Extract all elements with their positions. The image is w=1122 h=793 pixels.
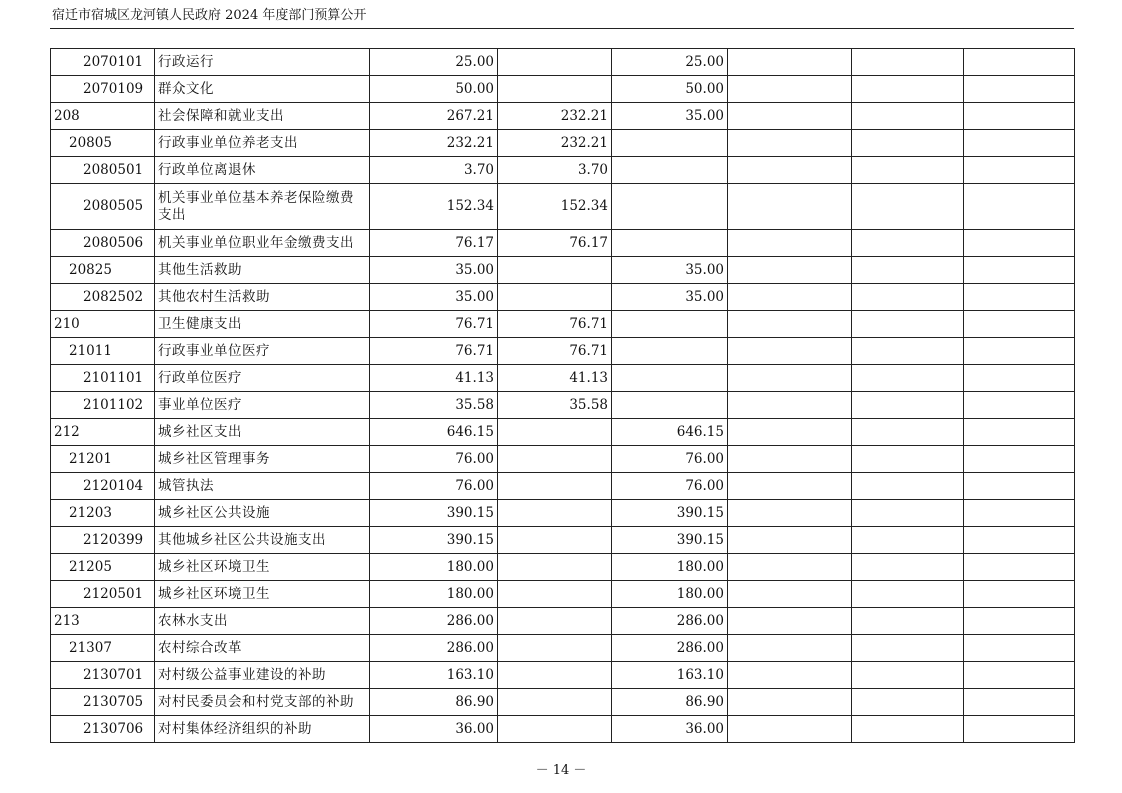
extra-column-5-cell (852, 473, 964, 500)
basic-expenditure-cell (498, 76, 612, 103)
subject-name-cell: 行政运行 (155, 49, 370, 76)
project-expenditure-cell: 390.15 (612, 527, 728, 554)
function-code-cell: 2080505 (51, 184, 155, 230)
function-code-cell: 2070109 (51, 76, 155, 103)
subject-name-cell: 其他生活救助 (155, 257, 370, 284)
table-row (51, 581, 1075, 608)
basic-expenditure-cell: 152.34 (498, 184, 612, 230)
extra-column-4-cell (728, 689, 852, 716)
total-amount-cell: 286.00 (370, 635, 498, 662)
extra-column-4-cell (728, 716, 852, 743)
subject-name-cell: 城管执法 (155, 473, 370, 500)
extra-column-6-cell (964, 554, 1075, 581)
extra-column-6-cell (964, 392, 1075, 419)
page-header-title: 宿迁市宿城区龙河镇人民政府 2024 年度部门预算公开 (52, 8, 367, 23)
total-amount-cell: 76.17 (370, 230, 498, 257)
project-expenditure-cell: 180.00 (612, 581, 728, 608)
subject-name-cell: 对村集体经济组织的补助 (155, 716, 370, 743)
extra-column-6-cell (964, 716, 1075, 743)
project-expenditure-cell (612, 311, 728, 338)
project-expenditure-cell: 286.00 (612, 608, 728, 635)
budget-table (50, 48, 1075, 743)
table-row (51, 554, 1075, 581)
table-row (51, 419, 1075, 446)
extra-column-5-cell (852, 554, 964, 581)
extra-column-4-cell (728, 157, 852, 184)
extra-column-6-cell (964, 311, 1075, 338)
total-amount-cell: 41.13 (370, 365, 498, 392)
extra-column-6-cell (964, 419, 1075, 446)
total-amount-cell: 152.34 (370, 184, 498, 230)
extra-column-6-cell (964, 662, 1075, 689)
basic-expenditure-cell (498, 284, 612, 311)
function-code-cell: 20805 (51, 130, 155, 157)
project-expenditure-cell: 36.00 (612, 716, 728, 743)
total-amount-cell: 390.15 (370, 500, 498, 527)
total-amount-cell: 50.00 (370, 76, 498, 103)
function-code-cell: 2120501 (51, 581, 155, 608)
subject-name-cell: 城乡社区支出 (155, 419, 370, 446)
project-expenditure-cell: 35.00 (612, 284, 728, 311)
function-code-cell: 2120104 (51, 473, 155, 500)
extra-column-5-cell (852, 419, 964, 446)
project-expenditure-cell (612, 184, 728, 230)
extra-column-5-cell (852, 184, 964, 230)
extra-column-6-cell (964, 581, 1075, 608)
extra-column-5-cell (852, 635, 964, 662)
extra-column-5-cell (852, 608, 964, 635)
function-code-cell: 2130701 (51, 662, 155, 689)
function-code-cell: 210 (51, 311, 155, 338)
extra-column-4-cell (728, 311, 852, 338)
subject-name-cell: 机关事业单位基本养老保险缴费支出 (155, 184, 370, 230)
table-row (51, 311, 1075, 338)
function-code-cell: 2080506 (51, 230, 155, 257)
project-expenditure-cell (612, 392, 728, 419)
subject-name-cell: 对村民委员会和村党支部的补助 (155, 689, 370, 716)
function-code-cell: 2082502 (51, 284, 155, 311)
total-amount-cell: 3.70 (370, 157, 498, 184)
basic-expenditure-cell (498, 527, 612, 554)
project-expenditure-cell: 390.15 (612, 500, 728, 527)
extra-column-5-cell (852, 581, 964, 608)
extra-column-4-cell (728, 608, 852, 635)
extra-column-6-cell (964, 635, 1075, 662)
extra-column-6-cell (964, 500, 1075, 527)
extra-column-5-cell (852, 130, 964, 157)
table-row (51, 689, 1075, 716)
subject-name-cell: 机关事业单位职业年金缴费支出 (155, 230, 370, 257)
basic-expenditure-cell: 3.70 (498, 157, 612, 184)
subject-name-cell: 农村综合改革 (155, 635, 370, 662)
extra-column-4-cell (728, 76, 852, 103)
extra-column-5-cell (852, 689, 964, 716)
subject-name-cell: 其他城乡社区公共设施支出 (155, 527, 370, 554)
budget-table-body (51, 49, 1075, 743)
total-amount-cell: 286.00 (370, 608, 498, 635)
basic-expenditure-cell (498, 662, 612, 689)
extra-column-6-cell (964, 284, 1075, 311)
extra-column-5-cell (852, 284, 964, 311)
basic-expenditure-cell (498, 257, 612, 284)
extra-column-6-cell (964, 49, 1075, 76)
project-expenditure-cell: 25.00 (612, 49, 728, 76)
total-amount-cell: 25.00 (370, 49, 498, 76)
project-expenditure-cell (612, 338, 728, 365)
subject-name-cell: 其他农村生活救助 (155, 284, 370, 311)
total-amount-cell: 76.00 (370, 473, 498, 500)
extra-column-6-cell (964, 473, 1075, 500)
header-divider (50, 28, 1074, 29)
table-row (51, 157, 1075, 184)
function-code-cell: 2120399 (51, 527, 155, 554)
extra-column-4-cell (728, 527, 852, 554)
subject-name-cell: 城乡社区公共设施 (155, 500, 370, 527)
subject-name-cell: 农林水支出 (155, 608, 370, 635)
table-row (51, 257, 1075, 284)
extra-column-4-cell (728, 581, 852, 608)
basic-expenditure-cell (498, 446, 612, 473)
total-amount-cell: 76.71 (370, 338, 498, 365)
project-expenditure-cell: 35.00 (612, 103, 728, 130)
extra-column-5-cell (852, 103, 964, 130)
project-expenditure-cell (612, 230, 728, 257)
project-expenditure-cell (612, 130, 728, 157)
project-expenditure-cell: 163.10 (612, 662, 728, 689)
subject-name-cell: 社会保障和就业支出 (155, 103, 370, 130)
extra-column-5-cell (852, 716, 964, 743)
total-amount-cell: 76.00 (370, 446, 498, 473)
basic-expenditure-cell: 76.71 (498, 311, 612, 338)
basic-expenditure-cell (498, 635, 612, 662)
subject-name-cell: 卫生健康支出 (155, 311, 370, 338)
extra-column-4-cell (728, 662, 852, 689)
extra-column-5-cell (852, 157, 964, 184)
subject-name-cell: 群众文化 (155, 76, 370, 103)
function-code-cell: 21205 (51, 554, 155, 581)
table-row (51, 716, 1075, 743)
extra-column-4-cell (728, 49, 852, 76)
extra-column-6-cell (964, 689, 1075, 716)
extra-column-5-cell (852, 49, 964, 76)
total-amount-cell: 163.10 (370, 662, 498, 689)
total-amount-cell: 36.00 (370, 716, 498, 743)
extra-column-4-cell (728, 257, 852, 284)
project-expenditure-cell: 86.90 (612, 689, 728, 716)
project-expenditure-cell: 646.15 (612, 419, 728, 446)
total-amount-cell: 76.71 (370, 311, 498, 338)
project-expenditure-cell: 35.00 (612, 257, 728, 284)
extra-column-4-cell (728, 392, 852, 419)
table-row (51, 130, 1075, 157)
extra-column-5-cell (852, 338, 964, 365)
extra-column-4-cell (728, 103, 852, 130)
table-row (51, 338, 1075, 365)
basic-expenditure-cell: 76.71 (498, 338, 612, 365)
extra-column-5-cell (852, 311, 964, 338)
total-amount-cell: 35.00 (370, 257, 498, 284)
subject-name-cell: 行政单位离退休 (155, 157, 370, 184)
basic-expenditure-cell (498, 500, 612, 527)
extra-column-4-cell (728, 365, 852, 392)
table-row (51, 49, 1075, 76)
extra-column-4-cell (728, 419, 852, 446)
basic-expenditure-cell: 41.13 (498, 365, 612, 392)
function-code-cell: 21201 (51, 446, 155, 473)
extra-column-6-cell (964, 157, 1075, 184)
subject-name-cell: 城乡社区环境卫生 (155, 554, 370, 581)
basic-expenditure-cell (498, 554, 612, 581)
extra-column-6-cell (964, 527, 1075, 554)
subject-name-cell: 城乡社区管理事务 (155, 446, 370, 473)
basic-expenditure-cell (498, 473, 612, 500)
function-code-cell: 2101101 (51, 365, 155, 392)
subject-name-cell: 城乡社区环境卫生 (155, 581, 370, 608)
extra-column-6-cell (964, 365, 1075, 392)
table-row (51, 392, 1075, 419)
table-row (51, 635, 1075, 662)
project-expenditure-cell (612, 365, 728, 392)
basic-expenditure-cell (498, 419, 612, 446)
extra-column-4-cell (728, 184, 852, 230)
extra-column-6-cell (964, 446, 1075, 473)
basic-expenditure-cell (498, 581, 612, 608)
extra-column-5-cell (852, 662, 964, 689)
subject-name-cell: 对村级公益事业建设的补助 (155, 662, 370, 689)
page-number: － 14 － (535, 763, 587, 778)
extra-column-6-cell (964, 338, 1075, 365)
project-expenditure-cell (612, 157, 728, 184)
function-code-cell: 2130705 (51, 689, 155, 716)
table-row (51, 608, 1075, 635)
total-amount-cell: 267.21 (370, 103, 498, 130)
extra-column-4-cell (728, 130, 852, 157)
project-expenditure-cell: 76.00 (612, 473, 728, 500)
extra-column-4-cell (728, 446, 852, 473)
total-amount-cell: 86.90 (370, 689, 498, 716)
table-row (51, 184, 1075, 230)
extra-column-6-cell (964, 76, 1075, 103)
basic-expenditure-cell: 232.21 (498, 103, 612, 130)
function-code-cell: 208 (51, 103, 155, 130)
extra-column-6-cell (964, 103, 1075, 130)
table-row (51, 500, 1075, 527)
basic-expenditure-cell: 232.21 (498, 130, 612, 157)
extra-column-5-cell (852, 392, 964, 419)
table-row (51, 446, 1075, 473)
extra-column-4-cell (728, 635, 852, 662)
total-amount-cell: 180.00 (370, 581, 498, 608)
function-code-cell: 213 (51, 608, 155, 635)
total-amount-cell: 35.58 (370, 392, 498, 419)
project-expenditure-cell: 50.00 (612, 76, 728, 103)
function-code-cell: 2080501 (51, 157, 155, 184)
total-amount-cell: 390.15 (370, 527, 498, 554)
table-row (51, 284, 1075, 311)
function-code-cell: 21011 (51, 338, 155, 365)
extra-column-6-cell (964, 184, 1075, 230)
basic-expenditure-cell: 35.58 (498, 392, 612, 419)
table-row (51, 662, 1075, 689)
subject-name-cell: 事业单位医疗 (155, 392, 370, 419)
basic-expenditure-cell: 76.17 (498, 230, 612, 257)
extra-column-5-cell (852, 527, 964, 554)
table-row (51, 473, 1075, 500)
extra-column-4-cell (728, 230, 852, 257)
extra-column-6-cell (964, 257, 1075, 284)
project-expenditure-cell: 76.00 (612, 446, 728, 473)
table-row (51, 76, 1075, 103)
function-code-cell: 2101102 (51, 392, 155, 419)
total-amount-cell: 646.15 (370, 419, 498, 446)
extra-column-6-cell (964, 130, 1075, 157)
basic-expenditure-cell (498, 689, 612, 716)
function-code-cell: 20825 (51, 257, 155, 284)
basic-expenditure-cell (498, 716, 612, 743)
extra-column-5-cell (852, 446, 964, 473)
extra-column-4-cell (728, 338, 852, 365)
total-amount-cell: 180.00 (370, 554, 498, 581)
table-row (51, 365, 1075, 392)
extra-column-5-cell (852, 230, 964, 257)
function-code-cell: 2070101 (51, 49, 155, 76)
project-expenditure-cell: 180.00 (612, 554, 728, 581)
subject-name-cell: 行政事业单位医疗 (155, 338, 370, 365)
function-code-cell: 21203 (51, 500, 155, 527)
function-code-cell: 2130706 (51, 716, 155, 743)
basic-expenditure-cell (498, 49, 612, 76)
basic-expenditure-cell (498, 608, 612, 635)
total-amount-cell: 35.00 (370, 284, 498, 311)
table-row (51, 527, 1075, 554)
project-expenditure-cell: 286.00 (612, 635, 728, 662)
extra-column-4-cell (728, 473, 852, 500)
extra-column-5-cell (852, 76, 964, 103)
extra-column-5-cell (852, 500, 964, 527)
function-code-cell: 212 (51, 419, 155, 446)
extra-column-4-cell (728, 554, 852, 581)
extra-column-4-cell (728, 500, 852, 527)
extra-column-6-cell (964, 608, 1075, 635)
extra-column-6-cell (964, 230, 1075, 257)
subject-name-cell: 行政事业单位养老支出 (155, 130, 370, 157)
total-amount-cell: 232.21 (370, 130, 498, 157)
table-row (51, 230, 1075, 257)
table-row (51, 103, 1075, 130)
extra-column-5-cell (852, 365, 964, 392)
extra-column-4-cell (728, 284, 852, 311)
extra-column-5-cell (852, 257, 964, 284)
function-code-cell: 21307 (51, 635, 155, 662)
subject-name-cell: 行政单位医疗 (155, 365, 370, 392)
